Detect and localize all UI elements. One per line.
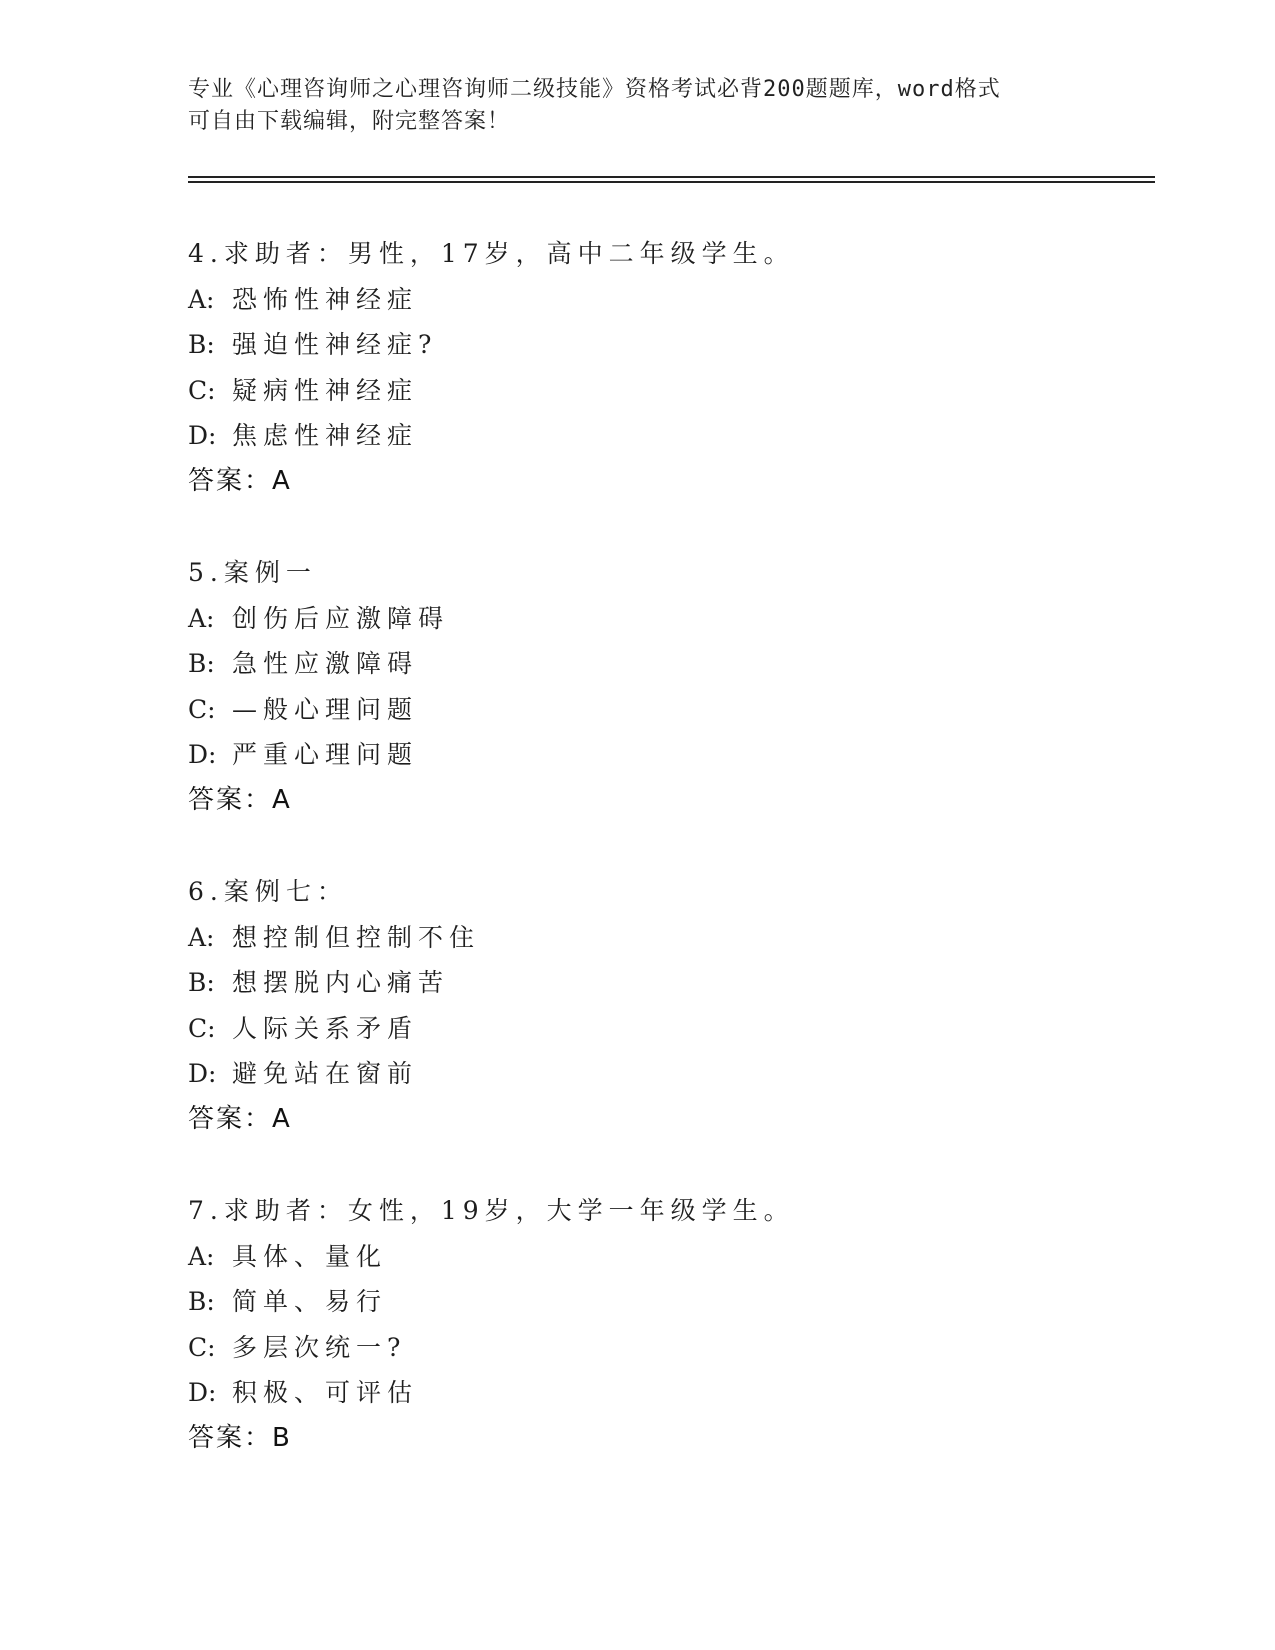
question-block	[188, 231, 1088, 504]
question-stem: 7.求助者：女性，19岁，大学一年级学生。	[188, 1196, 795, 1225]
option-label: D:	[188, 1059, 217, 1088]
option-label: C:	[188, 1332, 216, 1362]
option-label: D:	[188, 1378, 217, 1407]
question-block	[188, 550, 1088, 823]
answer-line: 答案：A	[188, 784, 292, 815]
header-divider-bottom	[188, 181, 1155, 183]
option-text: 疑病性神经症	[232, 375, 419, 405]
option-label: A:	[188, 603, 215, 633]
option-c	[188, 1325, 1088, 1371]
option-a	[188, 596, 1088, 642]
option-label: C:	[188, 375, 216, 405]
option-text: 焦虑性神经症	[232, 421, 419, 450]
option-a	[188, 915, 1088, 961]
option-a	[188, 1234, 1088, 1280]
header-divider-top	[188, 176, 1155, 178]
option-text: 积极、可评估	[232, 1378, 419, 1407]
option-d	[188, 732, 1088, 778]
option-text: 想控制但控制不住	[232, 922, 481, 952]
option-label: A:	[188, 1241, 215, 1271]
option-label: B:	[188, 968, 215, 997]
option-label: C:	[188, 1013, 216, 1043]
option-text: 创伤后应激障碍	[232, 603, 450, 633]
option-text: 避免站在窗前	[232, 1059, 419, 1088]
question-stem: 5.案例一	[188, 558, 317, 587]
option-text: —般心理问题	[232, 694, 419, 724]
option-c	[188, 368, 1088, 414]
header-line-1: 专业《心理咨询师之心理咨询师二级技能》资格考试必背200题题库，word格式	[188, 77, 1001, 102]
option-label: A:	[188, 284, 215, 314]
option-label: C:	[188, 694, 216, 724]
option-text: 恐怖性神经症	[232, 284, 419, 314]
option-c	[188, 1006, 1088, 1052]
option-d	[188, 1051, 1088, 1097]
option-text: 想摆脱内心痛苦	[232, 968, 450, 997]
option-text: 严重心理问题	[232, 740, 419, 769]
option-label: D:	[188, 421, 217, 450]
option-label: B:	[188, 1287, 215, 1316]
option-text: 多层次统一?	[232, 1332, 407, 1362]
option-text: 简单、易行	[232, 1287, 388, 1316]
option-text: 具体、量化	[232, 1241, 388, 1271]
option-b	[188, 641, 1088, 687]
option-a	[188, 277, 1088, 323]
option-text: 人际关系矛盾	[232, 1013, 419, 1043]
header-line-2: 可自由下载编辑，附完整答案！	[188, 109, 511, 134]
option-label: D:	[188, 740, 217, 769]
option-b	[188, 322, 1088, 368]
option-c	[188, 687, 1088, 733]
question-stem: 6.案例七：	[188, 877, 348, 906]
option-b	[188, 1279, 1088, 1325]
question-block	[188, 869, 1088, 1142]
option-label: A:	[188, 922, 215, 952]
answer-line: 答案：A	[188, 1103, 292, 1134]
question-block	[188, 1188, 1088, 1461]
option-b	[188, 960, 1088, 1006]
answer-line: 答案：B	[188, 1422, 292, 1453]
option-text: 急性应激障碍	[232, 649, 419, 678]
option-text: 强迫性神经症?	[232, 330, 438, 359]
document-header	[188, 74, 1088, 138]
answer-line: 答案：A	[188, 465, 292, 496]
option-label: B:	[188, 649, 215, 678]
option-d	[188, 413, 1088, 459]
option-label: B:	[188, 330, 215, 359]
option-d	[188, 1370, 1088, 1416]
question-stem: 4.求助者：男性，17岁，高中二年级学生。	[188, 239, 795, 268]
